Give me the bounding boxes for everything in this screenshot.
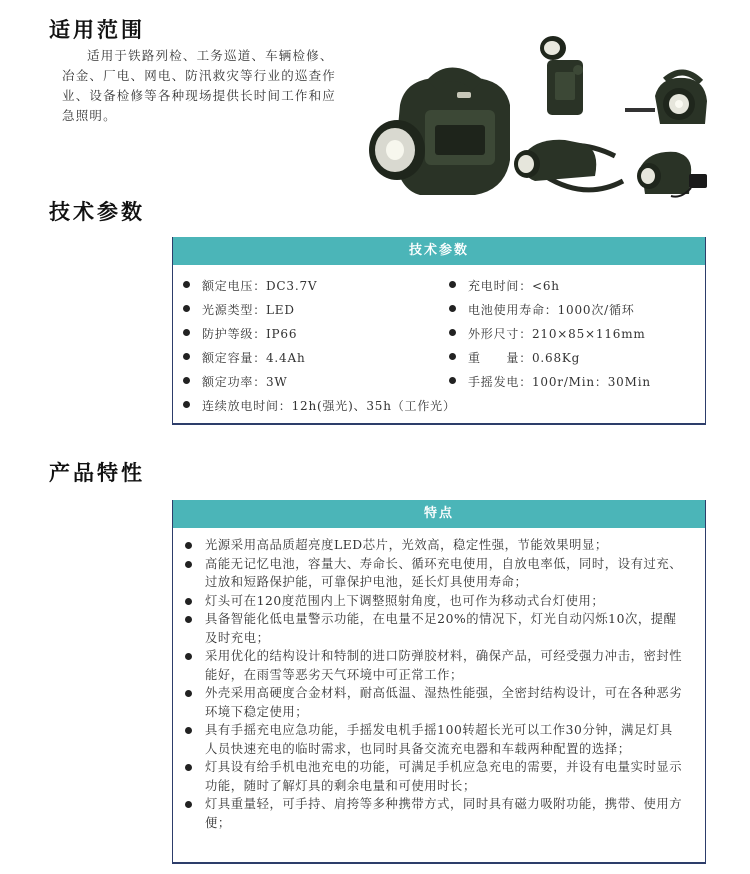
features-panel bbox=[172, 500, 706, 864]
spec-rated-voltage: 额定电压：DC3.7V bbox=[183, 277, 317, 294]
application-description: 适用于铁路列检、工务巡道、车辆检修、冶金、厂电、网电、防汛救灾等行业的巡查作业、设备检修等各种现场提供长时间工作和应急照明。 bbox=[62, 48, 337, 123]
spec-hand-crank: 手摇发电：100r/Min：30Min bbox=[449, 373, 651, 390]
specs-panel bbox=[172, 237, 706, 425]
spec-charge-time: 充电时间：<6h bbox=[449, 277, 560, 294]
application-section-title: 适用范围 bbox=[49, 18, 145, 42]
specs-panel-header: 技术参数 bbox=[173, 237, 705, 265]
spec-protection-level: 防护等级：IP66 bbox=[183, 325, 297, 342]
lamp-with-charger-image bbox=[631, 144, 711, 204]
feature-item: 灯具设有给手机电池充电的功能，可满足手机应急充电的需要，并设有电量实时显示功能，随时了解灯具的剩余电量和可使用时长； bbox=[175, 758, 705, 795]
feature-item: 外壳采用高硬度合金材料，耐高低温、湿热性能强，全密封结构设计，可在各种恶劣环境下稳定使用； bbox=[175, 684, 705, 721]
features-list bbox=[173, 528, 705, 832]
spec-dimensions: 外形尺寸：210×85×116mm bbox=[449, 325, 646, 342]
strap-lamp-image bbox=[505, 126, 625, 206]
spec-rated-capacity: 额定容量：4.4Ah bbox=[183, 349, 305, 366]
feature-item: 灯头可在120度范围内上下调整照射角度，也可作为移动式台灯使用； bbox=[175, 592, 705, 611]
feature-item: 具备智能化低电量警示功能，在电量不足20%的情况下，灯光自动闪烁10次，提醒及时充电； bbox=[175, 610, 705, 647]
spec-discharge-time: 连续放电时间：12h(强光)、35h（工作光） bbox=[183, 397, 456, 414]
feature-item: 采用优化的结构设计和特制的进口防弹胶材料，确保产品，可经受强力冲击，密封性能好，在雨雪等恶劣天气环境中可正常工作； bbox=[175, 647, 705, 684]
spec-battery-life: 电池使用寿命：1000次/循环 bbox=[449, 301, 635, 318]
specs-section-title: 技术参数 bbox=[49, 200, 145, 224]
product-images bbox=[355, 30, 745, 210]
specs-list bbox=[173, 265, 705, 413]
feature-item: 灯具重量轻，可手持、肩挎等多种携带方式，同时具有磁力吸附功能，携带、使用方便； bbox=[175, 795, 705, 832]
spec-light-source: 光源类型：LED bbox=[183, 301, 295, 318]
main-lamp-image bbox=[365, 50, 515, 210]
side-lamp-image bbox=[625, 66, 715, 136]
features-panel-header: 特点 bbox=[173, 500, 705, 528]
standing-lamp-image bbox=[533, 34, 593, 119]
feature-item: 光源采用高品质超亮度LED芯片，光效高，稳定性强，节能效果明显； bbox=[175, 536, 705, 555]
spec-rated-power: 额定功率：3W bbox=[183, 373, 288, 390]
spec-weight: 重 量：0.68Kg bbox=[449, 349, 580, 366]
feature-item: 具有手摇充电应急功能，手摇发电机手摇100转超长光可以工作30分钟，满足灯具人员快速充电的临时需求，也同时具备交流充电器和车载两种配置的选择； bbox=[175, 721, 705, 758]
feature-item: 高能无记忆电池，容量大、寿命长、循环充电使用，自放电率低，同时，设有过充、过放和短路保护能，可靠保护电池，延长灯具使用寿命； bbox=[175, 555, 705, 592]
features-section-title: 产品特性 bbox=[49, 461, 145, 485]
